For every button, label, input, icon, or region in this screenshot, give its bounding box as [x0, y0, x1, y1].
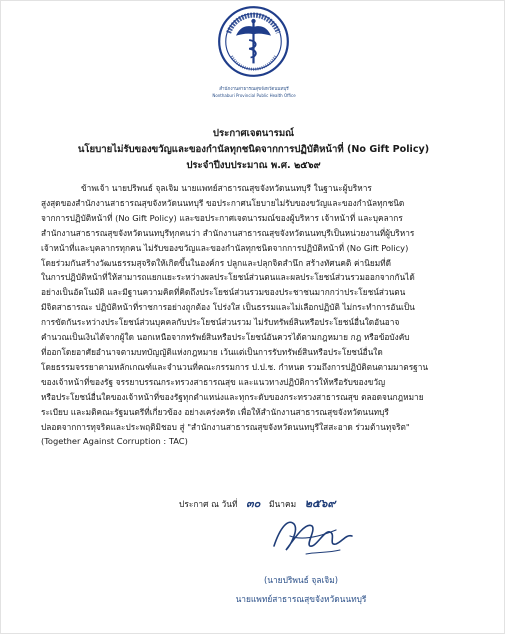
body-line: ของเจ้าหน้าที่ของรัฐ จรรยาบรรณกระทรวงสาธารณสุข และแนวทางปฏิบัติการให้หรือรับของขวัญ: [41, 376, 386, 387]
body-line: สำนักงานสาธารณสุขจังหวัดนนทบุรีทุกคนว่า สำนักงานสาธารณสุขจังหวัดนนทบุรีเป็นหน่วยงานที่ผู้บริหาร: [41, 227, 415, 238]
seal-emblem-icon: [217, 5, 290, 78]
signer-name: (นายปริพนธ์ จุลเจิม): [263, 575, 339, 585]
body-line: ในการปฏิบัติหน้าที่ให้สามารถแยกแยะระหว่างผลประโยชน์ส่วนตนและผลประโยชน์ส่วนรวมออกจากกันได้: [41, 272, 415, 283]
body-line: โดยร่วมกันสร้างวัฒนธรรมสุจริตให้เกิดขึ้นในองค์กร ปลูกและปลุกจิตสำนึก สร้างทัศนคติ ค่านิยมที่ดี: [41, 257, 392, 268]
handwritten-signature: [266, 506, 356, 561]
title-line-2: นโยบายไม่รับของขวัญและของกำนัลทุกชนิดจากการปฏิบัติหน้าที่ (No Gift Policy): [77, 144, 430, 155]
date-day: ๓๐: [246, 497, 261, 510]
title-line-1: ประกาศเจตนารมณ์: [212, 128, 295, 139]
body-line: โดยธรรมจรรยาตามหลักเกณฑ์และจำนวนที่คณะกรรมการ ป.ป.ช. กำหนด รวมถึงการปฏิบัติตนตามมาตรฐาน: [41, 361, 429, 372]
date-year: ๒๕๖๙: [304, 497, 336, 510]
body-line: หรือประโยชน์อื่นใดของเจ้าหน้าที่ของรัฐทุกตำแหน่งและทุกระดับของกระทรวงสาธารณสุข ตลอดจนกฎหมาย: [41, 391, 424, 402]
body-line: อย่างเป็นอัตโนมัติ และมีฐานความคิดที่คิดถึงประโยชน์ส่วนรวมของประชาชนมากกว่าประโยชน์ส่วนตน: [41, 287, 406, 298]
body-line: ที่ออกโดยอาศัยอำนาจตามบทบัญญัติแห่งกฎหมาย เว้นแต่เป็นการรับทรัพย์สินหรือประโยชน์อื่นใด: [41, 346, 383, 357]
signer-position: นายแพทย์สาธารณสุขจังหวัดนนทบุรี: [235, 594, 367, 604]
org-name-thai: สำนักงานสาธารณสุขจังหวัดนนทบุรี: [219, 87, 289, 92]
announcement-title: [61, 126, 446, 174]
body-line: คำนวณเป็นเงินได้จากผู้ใด นอกเหนือจากทรัพย์สินหรือประโยชน์อันควรได้ตามกฎหมาย กฎ หรือข้อบังคับ: [41, 332, 410, 343]
body-line: จากการปฏิบัติหน้าที่ (No Gift Policy) และขอประกาศเจตนารมณ์ของผู้บริหาร เจ้าหน้าที่ และบุคลากร: [41, 212, 403, 223]
body-line: ระเบียบ และมติคณะรัฐมนตรีที่เกี่ยวข้อง อย่างเคร่งครัด เพื่อให้สำนักงานสาธารณสุขจังหวัดนนทบุรี: [41, 406, 389, 417]
body-line: เจ้าหน้าที่และบุคลากรทุกคน ไม่รับของขวัญและของกำนัลทุกชนิดจากการปฏิบัติหน้าที่ (No Gift Policy): [41, 242, 409, 253]
announcement-body: [41, 181, 471, 449]
date-prefix: ประกาศ ณ วันที่: [179, 499, 238, 509]
body-line: ปลอดจากการทุจริตและประพฤติมิชอบ สู่ "สำนักงานสาธารณสุขจังหวัดนนทบุรีใสสะอาด ร่วมต้านทุจริต": [41, 421, 410, 432]
body-line: (Together Against Corruption : TAC): [41, 436, 188, 447]
date-month: มีนาคม: [269, 499, 297, 509]
ministry-seal-logo: [217, 5, 290, 97]
body-line: การขัดกันระหว่างประโยชน์ส่วนบุคคลกับประโยชน์ส่วนรวม ไม่รับทรัพย์สินหรือประโยชน์อื่นใดอันอาจ: [41, 317, 400, 328]
body-line: สูงสุดของสำนักงานสาธารณสุขจังหวัดนนทบุรี ขอประกาศนโยบายไม่รับของขวัญและของกำนัลทุกชนิด: [41, 197, 405, 208]
org-name-english: Nonthaburi Provincial Public Health Office: [212, 93, 296, 98]
body-line: ข้าพเจ้า นายปริพนธ์ จุลเจิม นายแพทย์สาธารณสุขจังหวัดนนทบุรี ในฐานะผู้บริหาร: [81, 183, 372, 193]
body-line: มีจิตสาธารณะ ปฏิบัติหน้าที่ราชการอย่างถูกต้อง โปร่งใส เป็นธรรมและไม่เลือกปฏิบัติ ไม่กระทำการอันเป็น: [41, 302, 415, 313]
title-line-3: ประจำปีงบประมาณ พ.ศ. ๒๕๖๙: [186, 160, 321, 171]
